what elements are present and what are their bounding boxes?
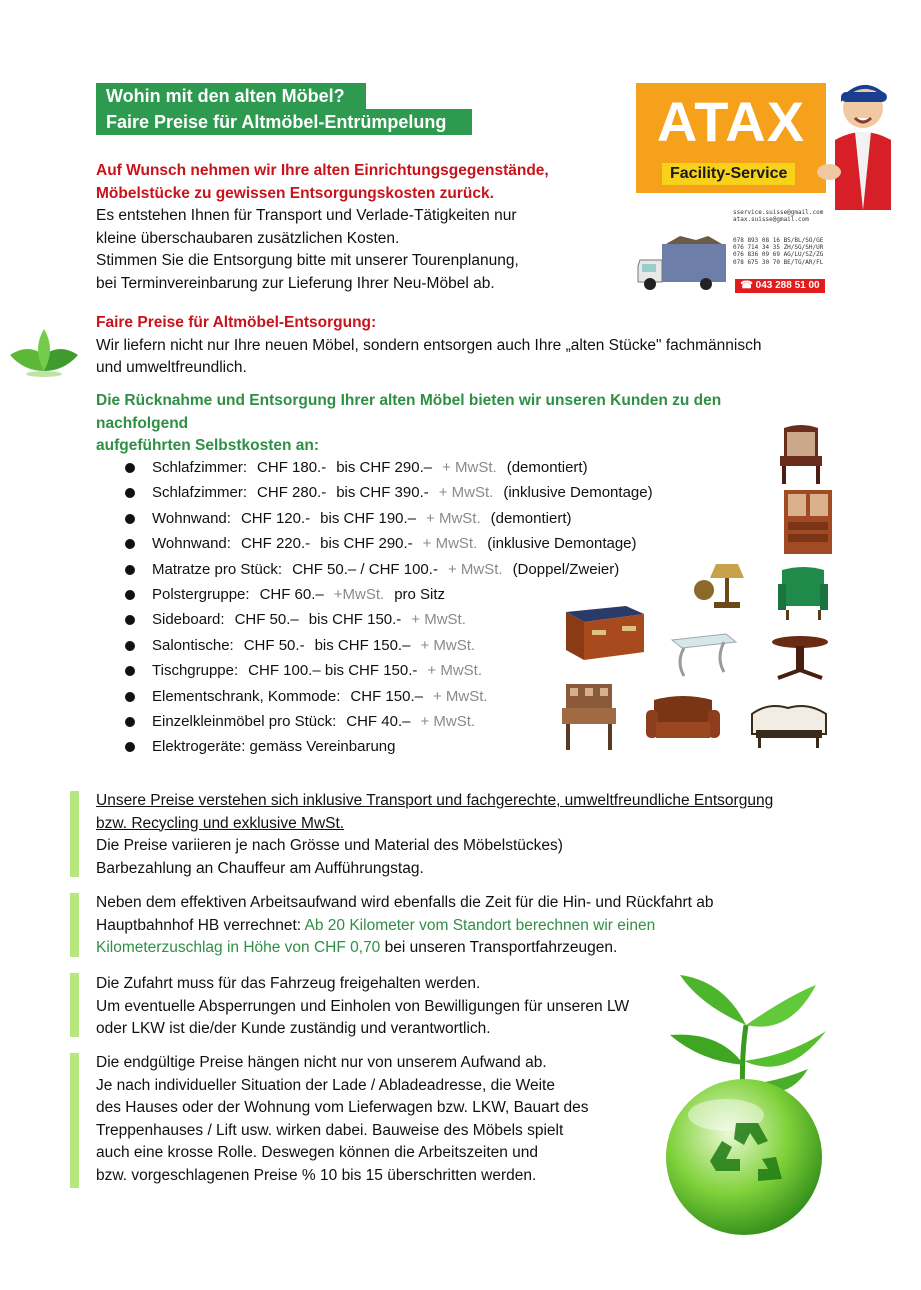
intro-line-1: Es entstehen Ihnen für Transport und Verlade-Tätigkeiten nur [96, 207, 517, 224]
bullet-icon [125, 565, 135, 575]
price-item-name: Schlafzimmer: [152, 459, 248, 476]
price-item-note: (Doppel/Zweier) [512, 560, 620, 578]
glass-table-icon [668, 632, 738, 680]
price-item-name: Elementschrank, Kommode: [152, 687, 341, 705]
price-item-from: CHF 50.– [234, 611, 299, 629]
phone-4: 078 675 30 70 BE/TG/AR/FL [733, 258, 824, 266]
price-item-from: CHF 280.- [257, 484, 327, 502]
phone-2: 076 714 34 35 ZH/SG/SH/UR [733, 244, 824, 252]
travel-line-1: Neben dem effektiven Arbeitsaufwand wird ebenfalls die Zeit für die Hin- und Rückfahrt ab [96, 894, 714, 911]
price-item-from: CHF 40.– [346, 712, 411, 730]
bullet-icon [125, 717, 135, 727]
logo-title: ATAX [656, 90, 806, 153]
price-item-to: bis CHF 290.- [320, 535, 413, 553]
mascot-icon [815, 80, 895, 210]
green-line-2: aufgeführten Selbstkosten an: [96, 437, 320, 454]
secretary-desk-icon [560, 682, 618, 752]
price-item-name: Einzelkleinmöbel pro Stück: [152, 712, 337, 730]
green-line-1: Die Rücknahme und Entsorgung Ihrer alten Möbel bieten wir unseren Kunden zu den nachfolgend [96, 392, 722, 432]
terms-line-1: Die Preise variieren je nach Grösse und Material des Möbelstückes) [96, 837, 563, 854]
hotline-number: 043 288 51 00 [755, 280, 820, 291]
price-item [122, 455, 663, 480]
bullet-icon [125, 641, 135, 651]
recycling-globe-icon [640, 965, 845, 1250]
price-item-note: (inklusive Demontage) [503, 484, 653, 502]
white-sofa-icon [748, 700, 830, 750]
access-line-3: oder LKW ist die/der Kunde zuständig und verantwortlich. [96, 1020, 491, 1037]
round-table-icon [770, 634, 830, 682]
price-item-from: CHF 100.– bis CHF 150.- [248, 662, 418, 680]
bullet-icon [125, 692, 135, 702]
price-item-to: bis CHF 390.- [336, 484, 429, 502]
intro-red-1: Auf Wunsch nehmen wir Ihre alten Einrichtungsgegenstände, [96, 162, 549, 179]
email-2: atax.suisse@gmail.com [733, 216, 809, 224]
final-line-5: auch eine krosse Rolle. Deswegen können die Arbeitszeiten und [96, 1144, 539, 1161]
intro-red-2: Möbelstücke zu gewissen Entsorgungskosten zurück. [96, 184, 494, 202]
price-item-name: Polstergruppe: [152, 585, 250, 603]
armchair-icon [776, 424, 826, 486]
hotline-badge: ☎ 043 288 51 00 [735, 279, 825, 293]
intro-line-3: Stimmen Sie die Entsorgung bitte mit unserer Tourenplanung, [96, 252, 519, 269]
side-bar-2 [70, 893, 79, 957]
travel-line-3b: bei unseren Transportfahrzeugen. [384, 939, 618, 956]
price-item-from: CHF 50.- [243, 636, 305, 654]
contact-phones [733, 237, 823, 266]
price-item-name: Wohnwand: [152, 535, 231, 553]
price-item-from: CHF 150.– [350, 687, 423, 705]
header-line-1: Wohin mit den alten Möbel? [96, 83, 366, 109]
price-item-vat: + MwSt. [438, 484, 494, 502]
green-chair-icon [776, 566, 830, 622]
access-line-1: Die Zufahrt muss für das Fahrzeug freigehalten werden. [96, 975, 481, 992]
price-item-to: bis CHF 290.– [336, 459, 433, 476]
final-line-3: des Hauses oder der Wohnung vom Lieferwagen bzw. LKW, Bauart des [96, 1099, 589, 1116]
price-item-vat: +MwSt. [333, 585, 385, 603]
price-item-vat: + MwSt. [447, 560, 503, 578]
side-bar-1 [70, 791, 79, 877]
lamp-icon [692, 560, 746, 610]
phone-1: 078 893 08 16 BS/BL/SO/GE [733, 237, 824, 244]
travel-line-2b: Ab 20 Kilometer vom Standort berechnen wir einen [304, 916, 656, 934]
price-item-vat: + MwSt. [422, 535, 478, 553]
logo-subtitle: Facility-Service [662, 163, 795, 185]
bullet-icon [125, 463, 135, 473]
final-block [96, 1052, 636, 1187]
bullet-icon [125, 590, 135, 600]
price-item-name: Elektrogeräte: gemäss Vereinbarung [152, 738, 396, 756]
price-item-to: bis CHF 190.– [320, 509, 417, 527]
price-item-vat: + MwSt. [426, 509, 481, 527]
price-item-note: pro Sitz [394, 585, 446, 603]
price-item [122, 506, 663, 531]
price-item-name: Wohnwand: [152, 509, 231, 527]
terms-underlined-1: Unsere Preise verstehen sich inklusive Transport und fachgerechte, umweltfreundliche Entsorgung [96, 792, 774, 809]
final-line-4: Treppenhauses / Lift usw. wirken dabei. Bauweise des Möbels spielt [96, 1121, 564, 1139]
final-line-1: Die endgültige Preise hängen nicht nur von unserem Aufwand ab. [96, 1054, 547, 1071]
terms-block [96, 790, 816, 880]
truck-icon [636, 236, 730, 294]
price-item-vat: + MwSt. [442, 459, 497, 476]
atax-logo [636, 83, 826, 193]
header-line-2: Faire Preise für Altmöbel-Entrümpelung [96, 109, 472, 135]
price-item-vat: + MwSt. [427, 662, 482, 680]
contact-emails [733, 209, 823, 223]
price-item-to: bis CHF 150.– [314, 636, 411, 654]
price-item-name: Sideboard: [152, 611, 225, 629]
bullet-icon [125, 666, 135, 676]
travel-line-2a: Hauptbahnhof HB verrechnet: [96, 916, 302, 934]
bullet-icon [125, 514, 135, 524]
price-item [122, 531, 663, 556]
fair-block [96, 312, 816, 380]
desk-icon [562, 604, 646, 666]
leaves-icon [6, 325, 82, 377]
cabinet-icon [780, 488, 836, 556]
price-item-to: bis CHF 150.- [308, 611, 402, 629]
price-item-from: CHF 60.– [259, 585, 324, 603]
header-banner [96, 83, 472, 135]
final-line-6: bzw. vorgeschlagenen Preise % 10 bis 15 überschritten werden. [96, 1166, 537, 1184]
fair-title: Faire Preise für Altmöbel-Entsorgung: [96, 314, 377, 331]
terms-underlined-2: bzw. Recycling und exklusive MwSt. [96, 814, 345, 832]
price-item-name: Tischgruppe: [152, 662, 239, 680]
terms-line-2: Barbezahlung an Chauffeur am Aufführungstag. [96, 859, 424, 877]
intro-line-4: bei Terminvereinbarung zur Lieferung Ihrer Neu-Möbel ab. [96, 274, 495, 292]
bullet-icon [125, 615, 135, 625]
final-line-2: Je nach individueller Situation der Lade / Abladeadresse, die Weite [96, 1076, 555, 1094]
leather-sofa-icon [644, 694, 722, 746]
side-bar-3 [70, 973, 79, 1037]
price-item-from: CHF 50.– / CHF 100.- [292, 560, 438, 578]
travel-block [96, 892, 816, 960]
bullet-icon [125, 488, 135, 498]
fair-line-2: und umweltfreundlich. [96, 359, 247, 376]
email-1: sservice.suisse@gmail.com [733, 209, 824, 216]
bullet-icon [125, 742, 135, 752]
travel-line-3a: Kilometerzuschlag in Höhe von CHF 0,70 [96, 939, 381, 956]
price-item-vat: + MwSt. [420, 636, 476, 654]
fair-line-1: Wir liefern nicht nur Ihre neuen Möbel, sondern entsorgen auch Ihre „alten Stücke" fachmännisch [96, 336, 762, 354]
price-item [122, 480, 663, 505]
green-intro [96, 390, 816, 458]
intro-line-2: kleine überschaubaren zusätzlichen Kosten. [96, 229, 400, 247]
price-item-vat: + MwSt. [411, 611, 466, 629]
price-item [122, 557, 663, 582]
phone-3: 076 836 09 69 AG/LU/SZ/ZG [733, 251, 824, 259]
price-item-from: CHF 180.- [257, 459, 327, 476]
price-item-from: CHF 120.- [240, 509, 311, 527]
price-item-vat: + MwSt. [432, 687, 488, 705]
price-item-from: CHF 220.- [240, 535, 311, 553]
bullet-icon [125, 539, 135, 549]
price-item-note: (demontiert) [506, 459, 588, 476]
access-line-2: Um eventuelle Absperrungen und Einholen von Bewilligungen für unseren LW [96, 997, 630, 1015]
price-item-note: (demontiert) [490, 509, 572, 527]
price-item-name: Schlafzimmer: [152, 484, 248, 502]
price-item-name: Salontische: [152, 636, 234, 654]
side-bar-4 [70, 1053, 79, 1188]
price-item-note: (inklusive Demontage) [487, 535, 637, 553]
price-item-vat: + MwSt. [420, 712, 476, 730]
price-item-name: Matratze pro Stück: [152, 560, 283, 578]
